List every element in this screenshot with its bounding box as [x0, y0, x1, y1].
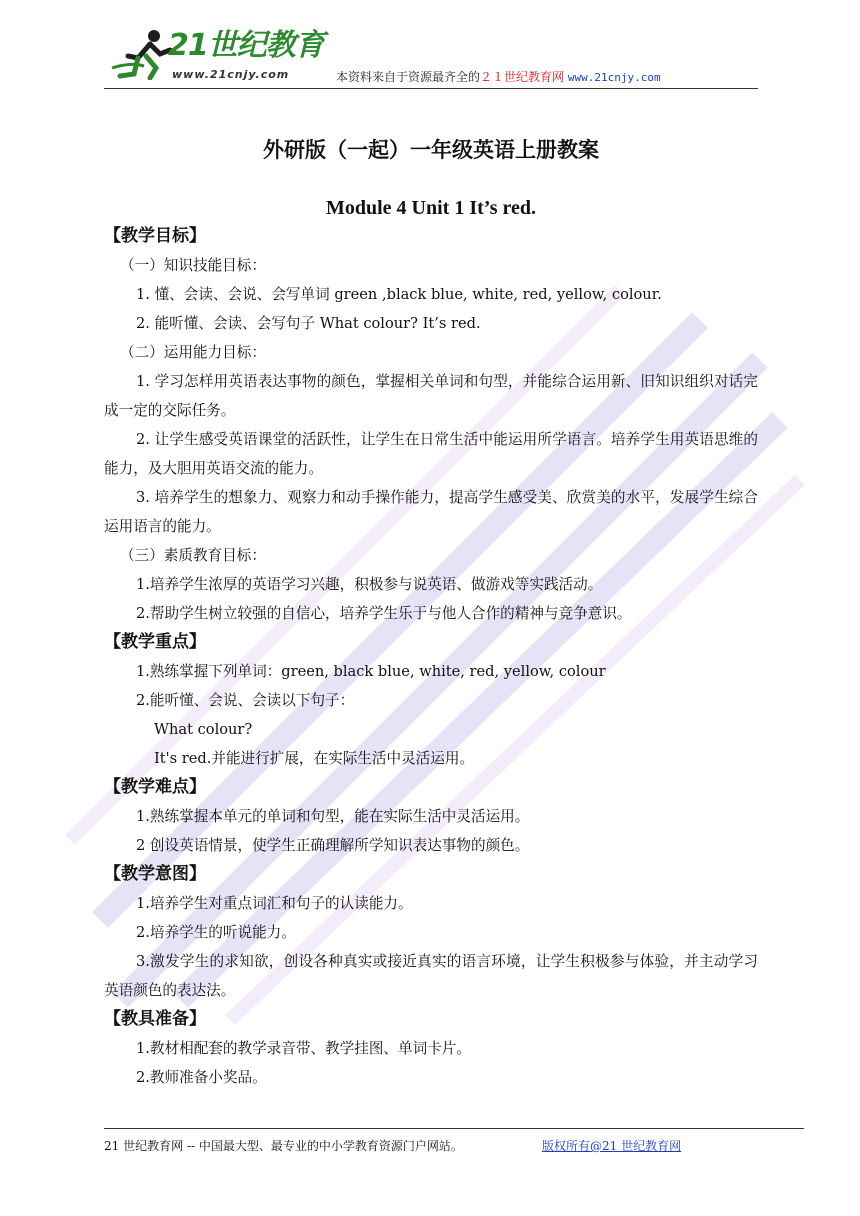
logo-url-text: www.21cnjy.com [172, 68, 290, 81]
section-line: 1.熟练掌握下列单词：green, black blue, white, red, yellow, colour [136, 663, 606, 680]
header-note-link[interactable]: www.21cnjy.com [567, 71, 661, 84]
footer-left-text: 21 世纪教育网 -- 中国最大型、最专业的中小学教育资源门户网站。 [104, 1139, 463, 1153]
section [104, 222, 758, 628]
section-heading: 【教学难点】 [104, 777, 206, 797]
site-logo[interactable] [110, 24, 324, 86]
document-title: 外研版（一起）一年级英语上册教案 [263, 137, 599, 162]
section [104, 628, 758, 773]
section-line: What colour? [154, 721, 253, 738]
section-line: 2. 能听懂、会读、会写句子 What colour? It’s red. [136, 315, 481, 332]
section-line: 2.教师准备小奖品。 [136, 1069, 267, 1086]
section-line: 1.教材相配套的教学录音带、教学挂图、单词卡片。 [136, 1040, 471, 1057]
section-line: 1. 学习怎样用英语表达事物的颜色，掌握相关单词和句型，并能综合运用新、旧知识组织对话完成一定的交际任务。 [104, 373, 758, 419]
document-subtitle: Module 4 Unit 1 It’s red. [326, 197, 536, 219]
section-line: 1.熟练掌握本单元的单词和句型，能在实际生活中灵活运用。 [136, 808, 530, 825]
section-heading: 【教学意图】 [104, 864, 206, 884]
section-heading: 【教具准备】 [104, 1009, 206, 1029]
section-line: 3.激发学生的求知欲，创设各种真实或接近真实的语言环境，让学生积极参与体验，并主动学习英语颜色的表达法。 [104, 953, 758, 999]
page-footer [104, 1128, 804, 1154]
header-note-highlight[interactable]: ２１世纪教育网 [480, 70, 565, 84]
section-line: 2.培养学生的听说能力。 [136, 924, 296, 941]
document-sections [104, 222, 758, 1092]
section-line: It's red.并能进行扩展，在实际生活中灵活运用。 [154, 750, 475, 767]
section [104, 1005, 758, 1092]
footer-copyright-link[interactable]: 版权所有@21 世纪教育网 [542, 1139, 682, 1153]
section-line: （三）素质教育目标： [120, 547, 266, 564]
section-line: 2.帮助学生树立较强的自信心，培养学生乐于与他人合作的精神与竞争意识。 [136, 605, 632, 622]
page-header [104, 18, 758, 89]
section-line: （二）运用能力目标： [120, 344, 266, 361]
section-heading: 【教学重点】 [104, 632, 206, 652]
header-note-prefix: 本资料来自于资源最齐全的 [336, 70, 481, 84]
section-line: 3. 培养学生的想象力、观察力和动手操作能力，提高学生感受美、欣赏美的水平，发展学生综合运用语言的能力。 [104, 489, 758, 535]
section-line: 2. 让学生感受英语课堂的活跃性，让学生在日常生活中能运用所学语言。培养学生用英语思维的能力，及大胆用英语交流的能力。 [104, 431, 758, 477]
section-line: 1.培养学生浓厚的英语学习兴趣，积极参与说英语、做游戏等实践活动。 [136, 576, 603, 593]
section-line: 1.培养学生对重点词汇和句子的认读能力。 [136, 895, 413, 912]
section-heading: 【教学目标】 [104, 226, 206, 246]
section-line: 1. 懂、会读、会说、会写单词 green ,black blue, white, red, yellow, colour. [136, 286, 662, 303]
section-line: 2 创设英语情景，使学生正确理解所学知识表达事物的颜色。 [136, 837, 530, 854]
header-source-note [336, 68, 661, 85]
document-body [104, 130, 758, 1092]
section-line: （一）知识技能目标： [120, 257, 266, 274]
section-line: 2.能听懂、会说、会读以下句子： [136, 692, 355, 709]
section [104, 860, 758, 1005]
section [104, 773, 758, 860]
runner-logo-icon [110, 28, 174, 80]
logo-brand-text: 21世纪教育 [168, 28, 324, 63]
